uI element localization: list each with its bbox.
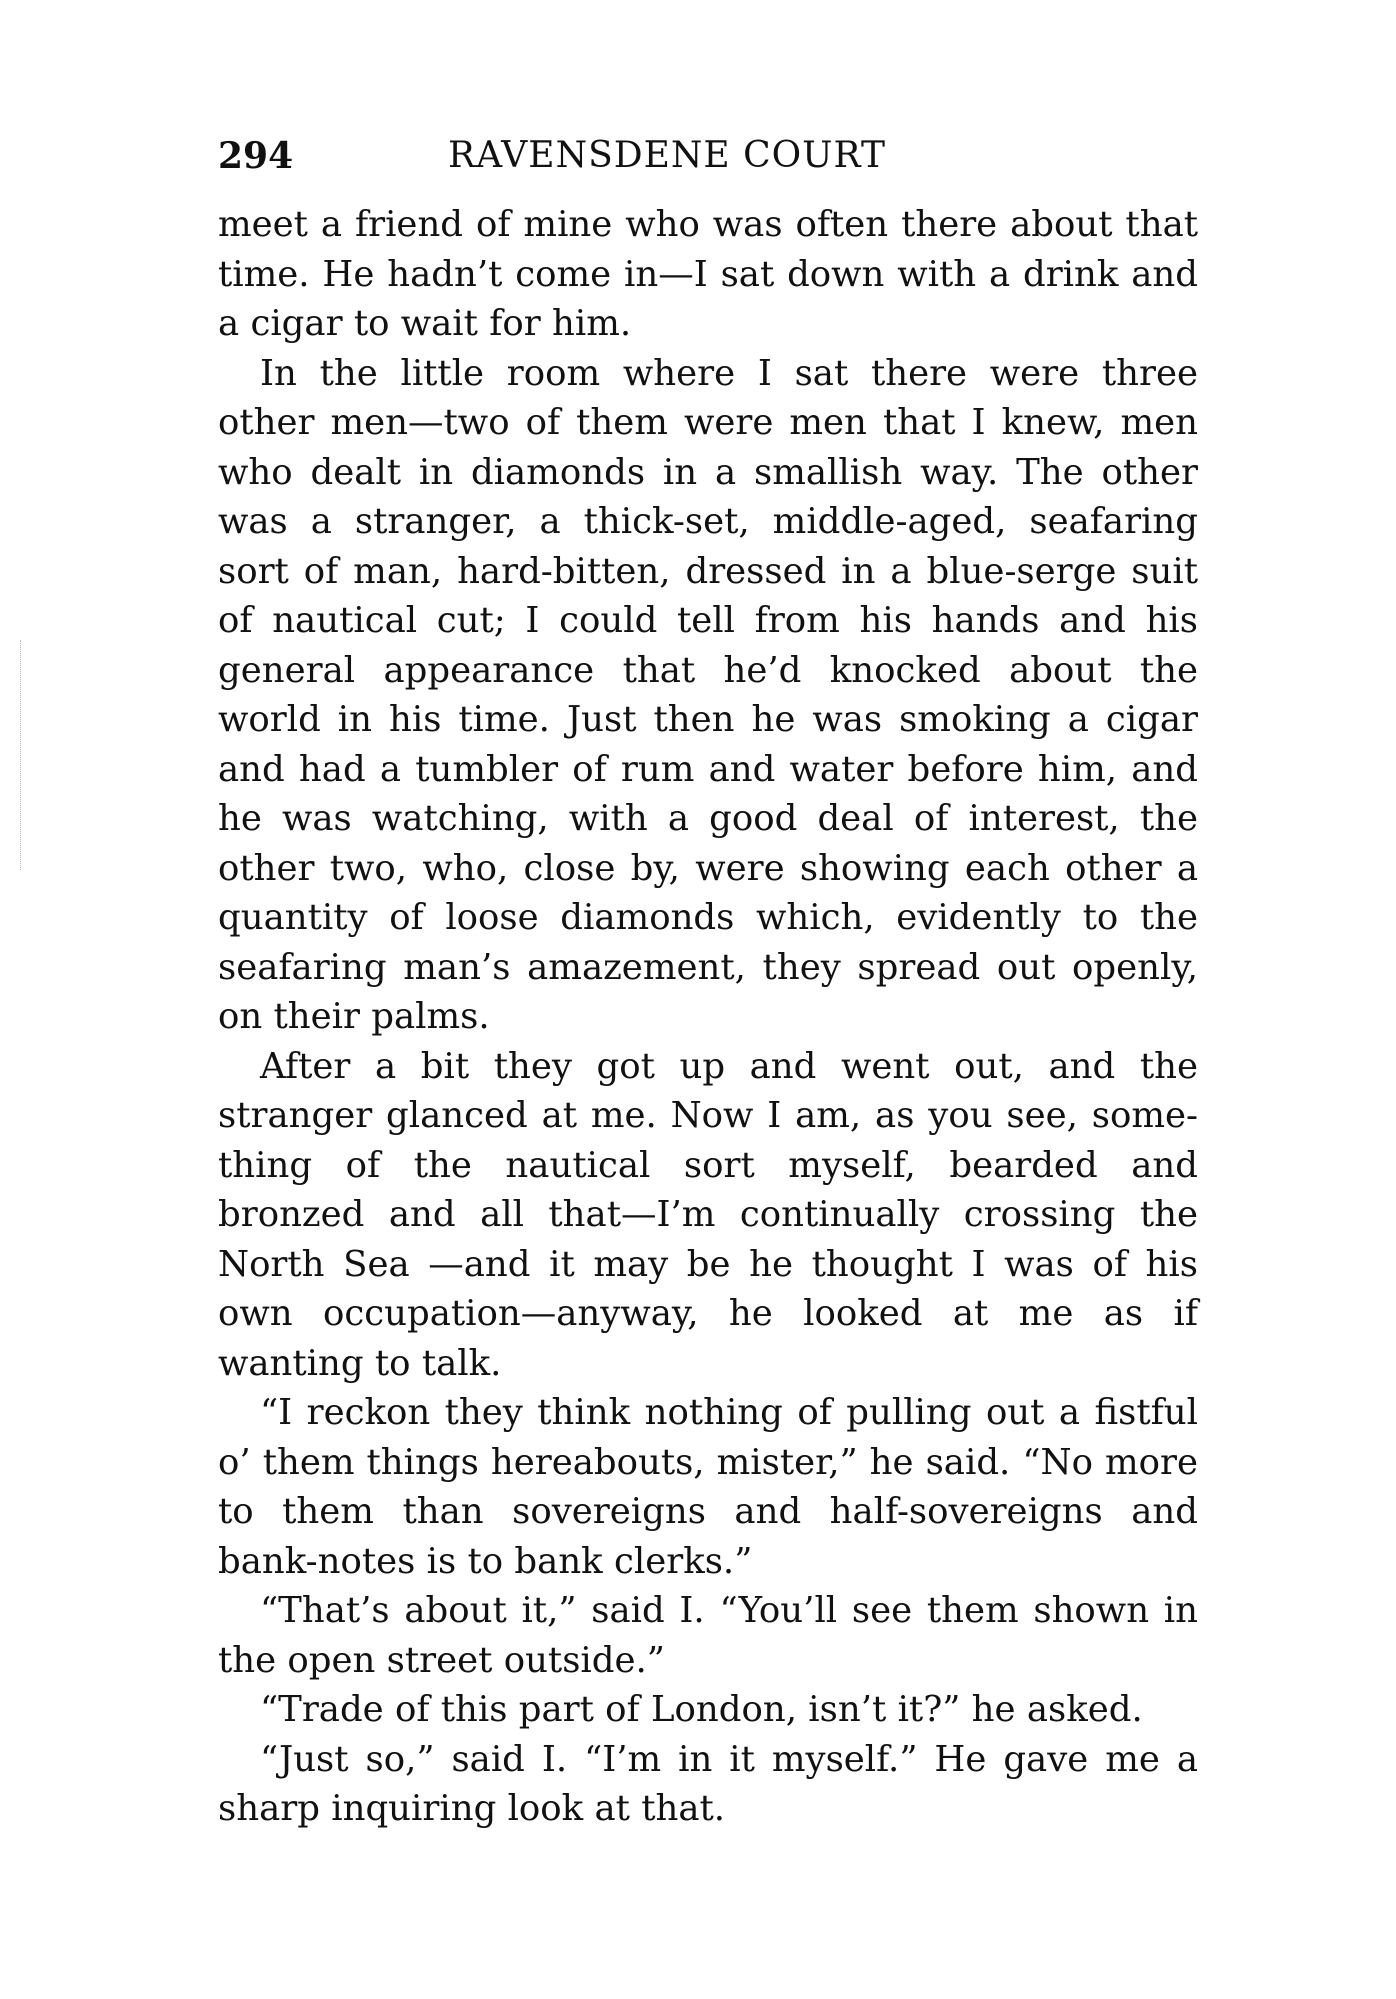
page-number: 294: [218, 135, 294, 177]
paragraph: After a bit they got up and went out, and the stranger glanced at me. Now I am, as you see, something of the nautical sort myself, bearded and bronzed and all that—I’m continually crossing the North Sea —and it may be he thought I was of his own occupation—anyway, he looked at me as if wanting to talk.: [218, 1045, 1198, 1384]
body-text: [218, 200, 1198, 1834]
page-header: [218, 135, 1198, 187]
paragraph: “Trade of this part of London, isn’t it?” he asked.: [260, 1689, 1143, 1730]
paragraph: “Just so,” said I. “I’m in it myself.” He gave me a sharp inquiring look at that.: [218, 1738, 1198, 1829]
paragraph: “That’s about it,” said I. “You’ll see them shown in the open street outside.”: [218, 1590, 1198, 1681]
running-title: RAVENSDENE COURT: [448, 135, 886, 176]
paragraph-continued: meet a friend of mine who was often there about that time. He hadn’t come in—I sat down with a drink and a cigar to wait for him.: [218, 204, 1198, 344]
paragraph: In the little room where I sat there were three other men—two of them were men that I knew, men who dealt in diamonds in a smallish way. The other was a stranger, a thick-set, middle-aged, seafaring sort of man, hard-bitten, dressed in a blue-serge suit of nautical cut; I could tell from his hands and his general appearance that he’d knocked about the world in his time. Just then he was smoking a cigar and had a tumbler of rum and water before him, and he was watching, with a good deal of interest, the other two, who, close by, were showing each other a quantity of loose diamonds which, evidently to the seafaring man’s amazement, they spread out openly, on their palms.: [218, 352, 1198, 1037]
margin-speckle: [20, 640, 24, 870]
paragraph: “I reckon they think nothing of pulling out a fistful o’ them things hereabouts, mister,” he said. “No more to them than sovereigns and half-sovereigns and bank-notes is to bank clerks.”: [218, 1392, 1198, 1582]
